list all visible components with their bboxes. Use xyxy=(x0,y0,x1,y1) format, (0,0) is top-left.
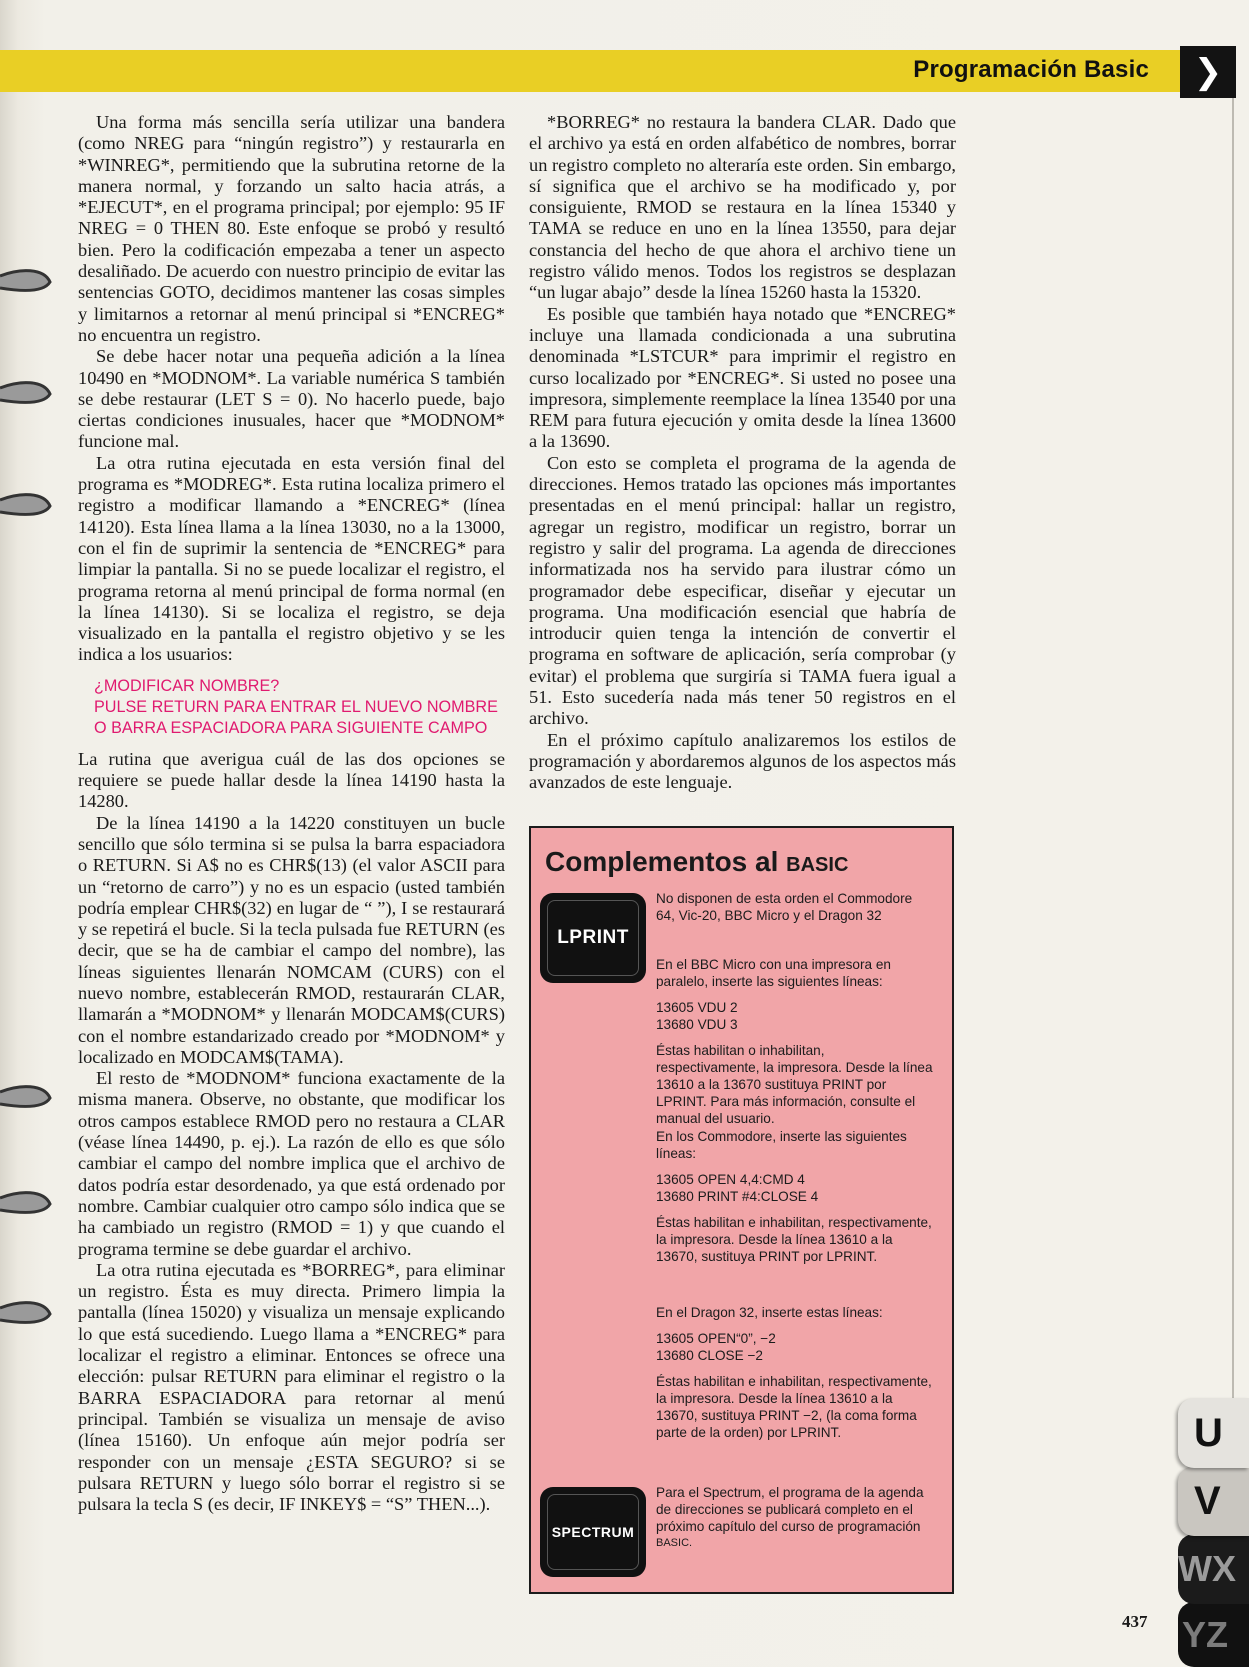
binder-ring-icon xyxy=(0,1078,56,1118)
text-line: LPRINT. Para más información, consulte el xyxy=(656,1094,916,1109)
bbc-section xyxy=(656,956,941,1127)
right-column xyxy=(529,112,956,794)
next-page-arrow-icon[interactable]: ❯ xyxy=(1180,46,1236,98)
spectrum-label: SPECTRUM xyxy=(551,1524,635,1540)
paragraph: La otra rutina ejecutada en esta versión final del programa es *MODREG*. Esta rutina localiza primero el registro a modificar llamando a *ENCREG* (línea 14120). Esta línea llama a la línea 13030, no a la 13000, con el fin de suprimir la sentencia de *ENCREG* para limpiar la pantalla. Si no se puede localizar el registro, el programa retorna al menú principal de forma normal (en la línea 14130). Si se localiza el registro, se deja visualizado en la pantalla el registro objetivo y se les indica a los usuarios: xyxy=(78,452,505,665)
lprint-label: LPRINT xyxy=(557,927,629,948)
lprint-note xyxy=(656,890,941,924)
page-title: Programación Basic xyxy=(913,56,1149,83)
paragraph: Una forma más sencilla sería utilizar una bandera (como NREG para “ningún registro”) y restaurarla en *WINREG*, permitiendo que la subrutina retorne de la manera normal, y forzando un salto hacia atrás, a *EJECUT*, en el programa principal; por ejemplo: 95 IF NREG = 0 THEN 80. Este enfoque se probó y resultó bien. Pero la codificación empezaba a tener un aspecto desaliñado. De acuerdo con nuestro principio de evitar las sentencias GOTO, decidimos mantener las cosas simples y limitarnos a retornar al menú principal si *ENCREG* no encuentra un registro. xyxy=(78,112,505,345)
text-line: Éstas habilitan o inhabilitan, xyxy=(656,1043,825,1058)
code-line: ¿MODIFICAR NOMBRE? xyxy=(94,676,280,695)
index-tab-wx[interactable]: WX xyxy=(1178,1534,1249,1604)
binder-ring-icon xyxy=(0,262,56,302)
text-line: parte de la orden) por LPRINT. xyxy=(656,1425,842,1440)
paragraph: De la línea 14190 a la 14220 constituyen un bucle sencillo que sólo termina si se pulsa la barra espaciadora o RETURN. Si A$ no es CHR$(13) (el valor ASCII para un “retorno de carro”) y no es un espacio (usted también podría emplear CHR$(32) en lugar de “ ”), I se restaurará y se repetirá el bucle. Si la tecla pulsada fue RETURN (es decir, que se ha de cambiar el campo del nombre), las líneas siguientes llenarán NOMCAM (CURS) con el nuevo nombre, establecerán RMOD, restaurarán CLAR, llamarán a *MODNOM* y llenarán MODCAM$(CURS) con el nombre estandarizado creado por *MODNOM* y localizado en MODCAM$(TAMA). xyxy=(78,812,505,1067)
paragraph: La otra rutina ejecutada es *BORREG*, para eliminar un registro. Ésta es muy directa. Primero limpia la pantalla (línea 15020) y visualiza un mensaje explicando lo que está sucediendo. Luego llama a *ENCREG* para localizar el registro a eliminar. Entonces se ofrece una elección: pulsar RETURN para eliminar el registro o la BARRA ESPACIADORA para retornar al menú principal. También se visualiza un mensaje de aviso (línea 15160). Un enfoque aún mejor podría ser responder con un mensaje ¿ESTA SEGURO? si se pulsara RETURN y luego sólo borrar el registro si se pulsara la tecla S (es decir, IF INKEY$ = “S” THEN...). xyxy=(78,1259,505,1515)
screen-prompt-code xyxy=(94,676,505,739)
left-column xyxy=(78,112,505,1515)
code-line: PULSE RETURN PARA ENTRAR EL NUEVO NOMBRE xyxy=(94,697,498,716)
paragraph: En el próximo capítulo analizaremos los estilos de programación y abordaremos algunos de los aspectos más avanzados de este lenguaje. xyxy=(529,729,956,793)
text-line: la impresora. Desde la línea 13610 a la xyxy=(656,1391,893,1406)
text-line: 13670, sustituya PRINT −2, (la coma forma xyxy=(656,1408,917,1423)
lprint-badge xyxy=(543,896,643,980)
spectrum-badge xyxy=(543,1490,643,1574)
text-line: 13610 a la 13670 sustituya PRINT por xyxy=(656,1077,887,1092)
text-line: 64, Vic-20, BBC Micro y el Dragon 32 xyxy=(656,908,882,923)
code-line: 13680 PRINT #4:CLOSE 4 xyxy=(656,1189,819,1204)
binder-ring-icon xyxy=(0,1184,56,1224)
text-line: Para el Spectrum, el programa de la agenda xyxy=(656,1485,924,1500)
code-line: 13680 VDU 3 xyxy=(656,1017,738,1032)
text-line: BASIC. xyxy=(656,1537,693,1549)
index-tab-v[interactable]: V xyxy=(1178,1466,1249,1536)
text-line: 13670, sustituya PRINT por LPRINT. xyxy=(656,1249,878,1264)
index-tab-yz[interactable]: YZ xyxy=(1178,1602,1249,1667)
code-line: 13680 CLOSE −2 xyxy=(656,1348,763,1363)
binder-ring-icon xyxy=(0,486,56,526)
spectrum-note xyxy=(656,1484,941,1552)
box-title xyxy=(545,846,848,878)
text-line: En los Commodore, inserte las siguientes xyxy=(656,1129,907,1144)
text-line: No disponen de esta orden el Commodore xyxy=(656,891,913,906)
paragraph: El resto de *MODNOM* funciona exactamente de la misma manera. Observe, no obstante, que modificar los otros campos establece RMOD pero no restaura a CLAR (véase línea 14490, p. ej.). La razón de ello es que sólo cambiar el campo del nombre implica que el archivo de datos podría estar desordenado, ya que está ordenado por nombre. Cambiar cualquier otro campo sólo indica que se ha cambiado un registro (RMOD = 1) y que cuando el programa termine se debe guardar el archivo. xyxy=(78,1068,505,1259)
text-line: la impresora. Desde la línea 13610 a la xyxy=(656,1232,893,1247)
text-line: paralelo, inserte las siguientes líneas: xyxy=(656,974,883,989)
dragon-section xyxy=(656,1304,941,1441)
code-line: 13605 OPEN 4,4:CMD 4 xyxy=(656,1172,805,1187)
paragraph: Con esto se completa el programa de la agenda de direcciones. Hemos tratado las opciones más importantes presentadas en el menú principal: hallar un registro, agregar un registro, modificar un registro, borrar un registro y salir del programa. La agenda de direcciones informatizada nos ha servido para ilustrar cómo un programador debe especificar, diseñar y ejecutar un programa. Una modificación esencial que habría de introducir quien tenga la intención de convertir el programa en software de aplicación, sería comprobar (y evitar) el problema que surgiría si TAMA fuera igual a 51. Esto sucedería nada más tener 50 registros en el archivo. xyxy=(529,452,956,729)
code-line: O BARRA ESPACIADORA PARA SIGUIENTE CAMPO xyxy=(94,718,488,737)
text-line: Éstas habilitan e inhabilitan, respectivamente, xyxy=(656,1215,932,1230)
text-line: En el BBC Micro con una impresora en xyxy=(656,957,891,972)
text-line: manual del usuario. xyxy=(656,1111,775,1126)
commodore-section xyxy=(656,1128,941,1265)
index-tab-u[interactable]: U xyxy=(1178,1398,1249,1468)
box-title-text: Complementos al xyxy=(545,846,779,877)
binder-ring-icon xyxy=(0,1294,56,1334)
text-line: líneas: xyxy=(656,1146,697,1161)
box-title-basic: BASIC xyxy=(786,854,849,876)
text-line: En el Dragon 32, inserte estas líneas: xyxy=(656,1305,883,1320)
text-line: Éstas habilitan e inhabilitan, respectivamente, xyxy=(656,1374,932,1389)
text-line: próximo capítulo del curso de programación xyxy=(656,1519,921,1534)
code-line: 13605 VDU 2 xyxy=(656,1000,738,1015)
text-line: de direcciones se publicará completo en el xyxy=(656,1502,913,1517)
code-line: 13605 OPEN“0”, −2 xyxy=(656,1331,776,1346)
paragraph: Es posible que también haya notado que *ENCREG* incluye una llamada condicionada a una subrutina denominada *LSTCUR* para imprimir el registro en curso localizado por *ENCREG*. Si usted no posee una impresora, simplemente reemplace la línea 13540 por una REM para futura ejecución y omita desde la línea 13600 a la 13690. xyxy=(529,303,956,452)
paragraph: La rutina que averigua cuál de las dos opciones se requiere se puede hallar desde la línea 14190 hasta la 14280. xyxy=(78,748,505,812)
paragraph: Se debe hacer notar una pequeña adición a la línea 10490 en *MODNOM*. La variable numérica S también se debe restaurar (LET S = 0). No hacerlo puede, bajo ciertas condiciones inusuales, hacer que *MODNOM* funcione mal. xyxy=(78,346,505,452)
paragraph: *BORREG* no restaura la bandera CLAR. Dado que el archivo ya está en orden alfabético de nombres, borrar un registro completo no alteraría este orden. Sin embargo, sí significa que el archivo se ha modificado y, por consiguiente, RMOD se restaura en la línea 15340 y TAMA se reduce en uno en la línea 13550, para dejar constancia del hecho de que ahora el archivo tiene un registro válido menos. Todos los registros se desplazan “un lugar abajo” desde la línea 15260 hasta la 15320. xyxy=(529,112,956,303)
binder-ring-icon xyxy=(0,374,56,414)
index-tabs xyxy=(1178,1398,1249,1667)
complementos-box xyxy=(529,826,954,1594)
page-number: 437 xyxy=(1122,1612,1148,1631)
text-line: respectivamente, la impresora. Desde la línea xyxy=(656,1060,933,1075)
